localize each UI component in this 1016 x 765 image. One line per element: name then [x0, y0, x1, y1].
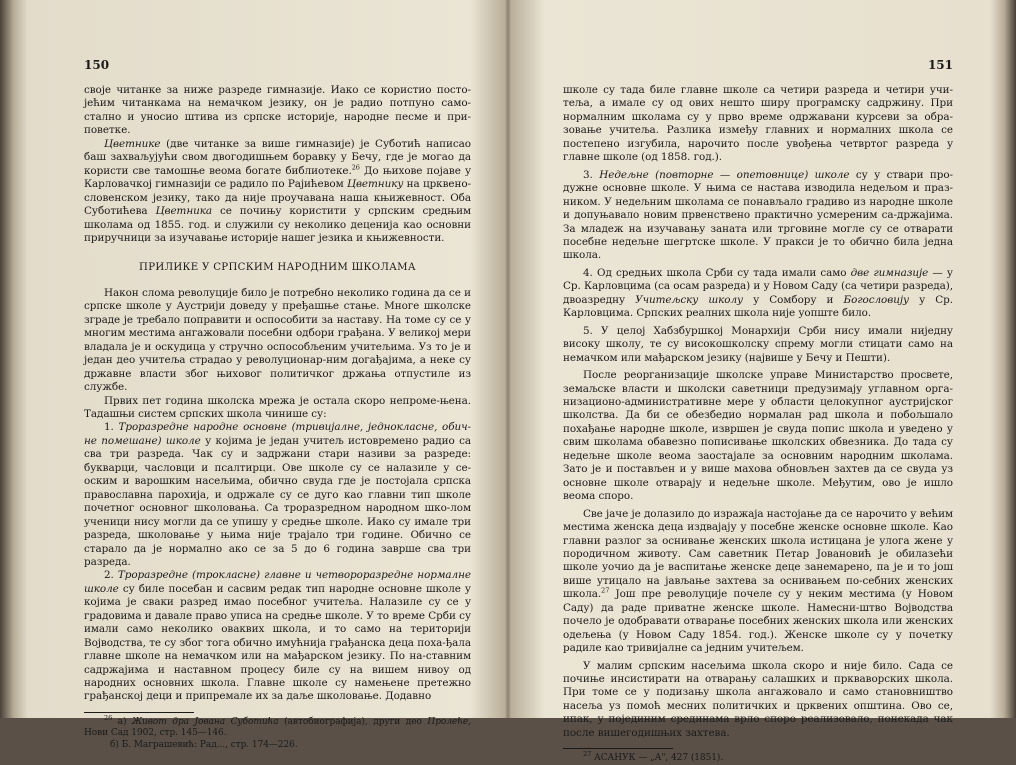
list-number: 1. [104, 421, 119, 434]
left-page [84, 48, 471, 750]
text: Од средњих школа Срби су тада имали само [596, 266, 851, 279]
footnote-ref: 27 [601, 586, 610, 595]
italic-text: Недељне (повторне — опетовнице) школе [599, 168, 850, 181]
text: До њихове појаве у Карловачкој гимназији се радило по Рајићевом [84, 164, 471, 191]
italic-text: Богословију [843, 293, 909, 306]
footnote-ref: 26 [351, 163, 360, 172]
footnote-mark: 27 [583, 750, 592, 759]
italic-text: Учитељску школу [635, 293, 743, 306]
text: су у ствари про-дужне основне школе. У њима се настава изводила недељом и праз-ником. У недељним школама се понављало градиво из народне школе и допуњавало новим првенствено практично усмереним са-држајима. За младеж на изучавању заната или трговине могле су се отварати посебне недељне шегртске школе. У пракси је то обично била једна школа. [563, 168, 953, 262]
footnote [563, 750, 953, 765]
italic-text: Цветнику [346, 178, 404, 191]
text: АСАНУК — „А", 427 (1851). [591, 753, 724, 764]
page-body [84, 84, 471, 751]
text: (автобиографија), други део [278, 716, 428, 727]
paragraph [84, 138, 471, 246]
italic-text: две гимназије [850, 266, 929, 279]
italic-text: Пролеће, [427, 716, 471, 727]
text: су биле посебан и сасвим редак тип народне основне школе у којима је сваки разред имао посебног учитеља. Налазиле су се у градовима и давале право уписа на средње школе. У то време Срби су имали само неколико оваквих школа, и то само на територији Војводства, те су због тога обично имућнија грађанска деца поха-ђала главне школе на немачком или на мађарском језику. По на-ставним садржајима и наставном процесу биле су на вишем нивоу од народних основних школа. Главне школе су намењене претежно грађанској деци и припремале их за даље школовање. Додавно [84, 582, 471, 703]
paragraph: Првих пет година школска мрежа је остала скоро непроме-њена. Тадашњи систем српских школа чинише су: [84, 394, 471, 420]
paragraph [563, 508, 953, 656]
page-number: 151 [927, 58, 953, 72]
paragraph [563, 169, 953, 263]
text: се почињу користити у српским средњим школама од 1855. год. и служили су неколико деценија као основни приручници за изучавање историје нашег језика и књижевности. [84, 205, 471, 244]
text: Још пре револуције почеле су у неким местима (у Новом Саду) да раде приватне женске школе. Намесни-штво Војводства почело је одобравати отварање посебних женских школа или женских одељења (у Новом Саду 1854. год.). Женске школе су у почетку радиле као тривијалне са једним учитељем. [563, 588, 953, 655]
text: а) [112, 716, 132, 727]
text: у којима је један учитељ истовремено радио са сва три разреда. Чак су и задржани стари називи за разреде: букварци, часловци и псалтирци. Ове школе су се налазиле у се-оским и варошким насељима, обично свуда где је постојала српска православна парохија, и одржале су се дуго као главни тип школе почетног основног школовања. Са троразредном народном шко-лом ученици нису могли да се упишу у средње школе. Иако су имале три разреда, школовање у њима није трајало три године. Обично се старало да је нормално ако се за 5 до 6 година заврше сва три разреда. [84, 434, 471, 568]
text: Све јаче је долазило до изражаја настојање да се нарочито у већим местима женска деца издвајају у посебне женске основне школе. Као главни разлог за оснивање женских школа истицана је улога жене у породичном животу. Сам саветник Петар Јовановић је обилазећи школе уочио да је васпитање женске деце занемарено, па је и то још више утицало на јављање захтева за оснивањем по-себних женских школа. [563, 507, 953, 601]
text: Нови Сад 1902, стр. 145—146. [84, 728, 227, 739]
paragraph: школе су тада биле главне школе са четири разреда и четири учи-теља, а имале су од ових нешто ширу програмску садржину. При нормалним школама су у прво време одржавани курсеви за обра-зовање учитеља. Разлика између главних и нормалних школа се постепено изгубила, нарочито после увођења четвртог разреда у главне школе (од 1858. год.). [563, 84, 953, 164]
italic-text: Цветнике [104, 137, 161, 150]
footnote-rule [563, 748, 673, 749]
paragraph: 5. У целој Хабзбуршкој Монархији Срби нису имали ниједну високу школу, те су високошколску спрему могли стицати само на немачком или мађарском језику (највише у Бечу и Пешти). [563, 324, 953, 364]
italic-text: Троразредне (трокласне) главне и четвороразредне нормалне школе [84, 569, 471, 595]
paragraph [563, 267, 953, 321]
page-number: 150 [84, 58, 110, 72]
page-body [563, 84, 953, 765]
paragraph: своје читанке за ниже разреде гимназије. Иако се користио посто-јећим читанкама на немачком језику, он је радио потпуно само-стално и уносио штива из српске историје, народне песме и при-поветке. [84, 84, 471, 137]
text: — у Ср. Карловцима (са осам разреда) и у Новом Саду (са четири разреда), двоазредну [563, 266, 953, 306]
text: на црквено-словенском језику, тако да није проучавана наша књижевност. Оба Суботићева [84, 178, 471, 218]
paragraph: Након слома револуције било је потребно неколико година да се и српске школе у Аустрији доведу у пређашње стање. Многе школске зграде је требало поправити и оспособити за наставу. На томе су се у многим местима ангажовали посебни одбори грађана. У великој мери владала је и оскудица у стручно оспособљеним учитељима. Уз то је и један део учитеља страдао у револуционар-ним догађајима, а неке су државне власти због њиховог политичког држања отпустиле из службе. [84, 286, 471, 394]
paragraph: После реорганизације школске управе Министарство просвете, земаљске власти и школски саветници предузимају углавном орга-низационо-административне мере у области целокупног аустријског школства. Да би се обезбедио нормалан рад школа и побољшало похађање народне школе, извршен је свуда попис школа и уведено у свим школама обавезно пописивање школских обвезника. До тада су недељне школе веома заостајале за основним народним школама. Зато је и постављен и у више махова обновљен захтев да се свуда уз основне школе отварају и недељне школе. Међутим, ово је ишло веома споро. [563, 369, 953, 503]
footnote [84, 713, 471, 740]
list-number: 3. [583, 168, 600, 181]
list-number: 4. [583, 266, 597, 279]
section-heading: ПРИЛИКЕ У СРПСКИМ НАРОДНИМ ШКОЛАМА [139, 262, 416, 274]
text: у Ср. Карловцима. Српских реалних школа није уопште било. [563, 293, 953, 320]
italic-text: Троразредне народне основне (тривијалне, једнокласне, обич-не помешане) школе [84, 421, 471, 447]
paragraph [84, 421, 471, 569]
text: (две читанке за више гимназије) је Суботић написао баш захваљујући свом двогодишњем боравку у Бечу, где је могао да користи све тамошње веома богате библиотеке. [84, 137, 471, 177]
text: у Сомбору и [743, 293, 844, 306]
footnote: б) Б. Маграшевић: Рад..., стр. 174—226. [110, 739, 298, 750]
footnote-rule [84, 712, 194, 713]
italic-text: Цветника [155, 205, 213, 218]
footnote-mark: 26 [104, 713, 113, 722]
paragraph [84, 569, 471, 704]
right-page [563, 48, 953, 764]
paragraph: У малим српским насељима школа скоро и није било. Сада се почиње инсистирати на отварању салашких и пркваворских школа. При томе се у подизању школа ангажовало и само становништво насеља уз помоћ месних политичких и црквених општина. Ово се, ипак, у појединим срединама врло споро реализовало, понекада чак после вишегодишњих захтева. [563, 659, 953, 739]
italic-text: Живот дра Јована Суботића [131, 716, 279, 727]
list-number: 2. [104, 569, 118, 582]
